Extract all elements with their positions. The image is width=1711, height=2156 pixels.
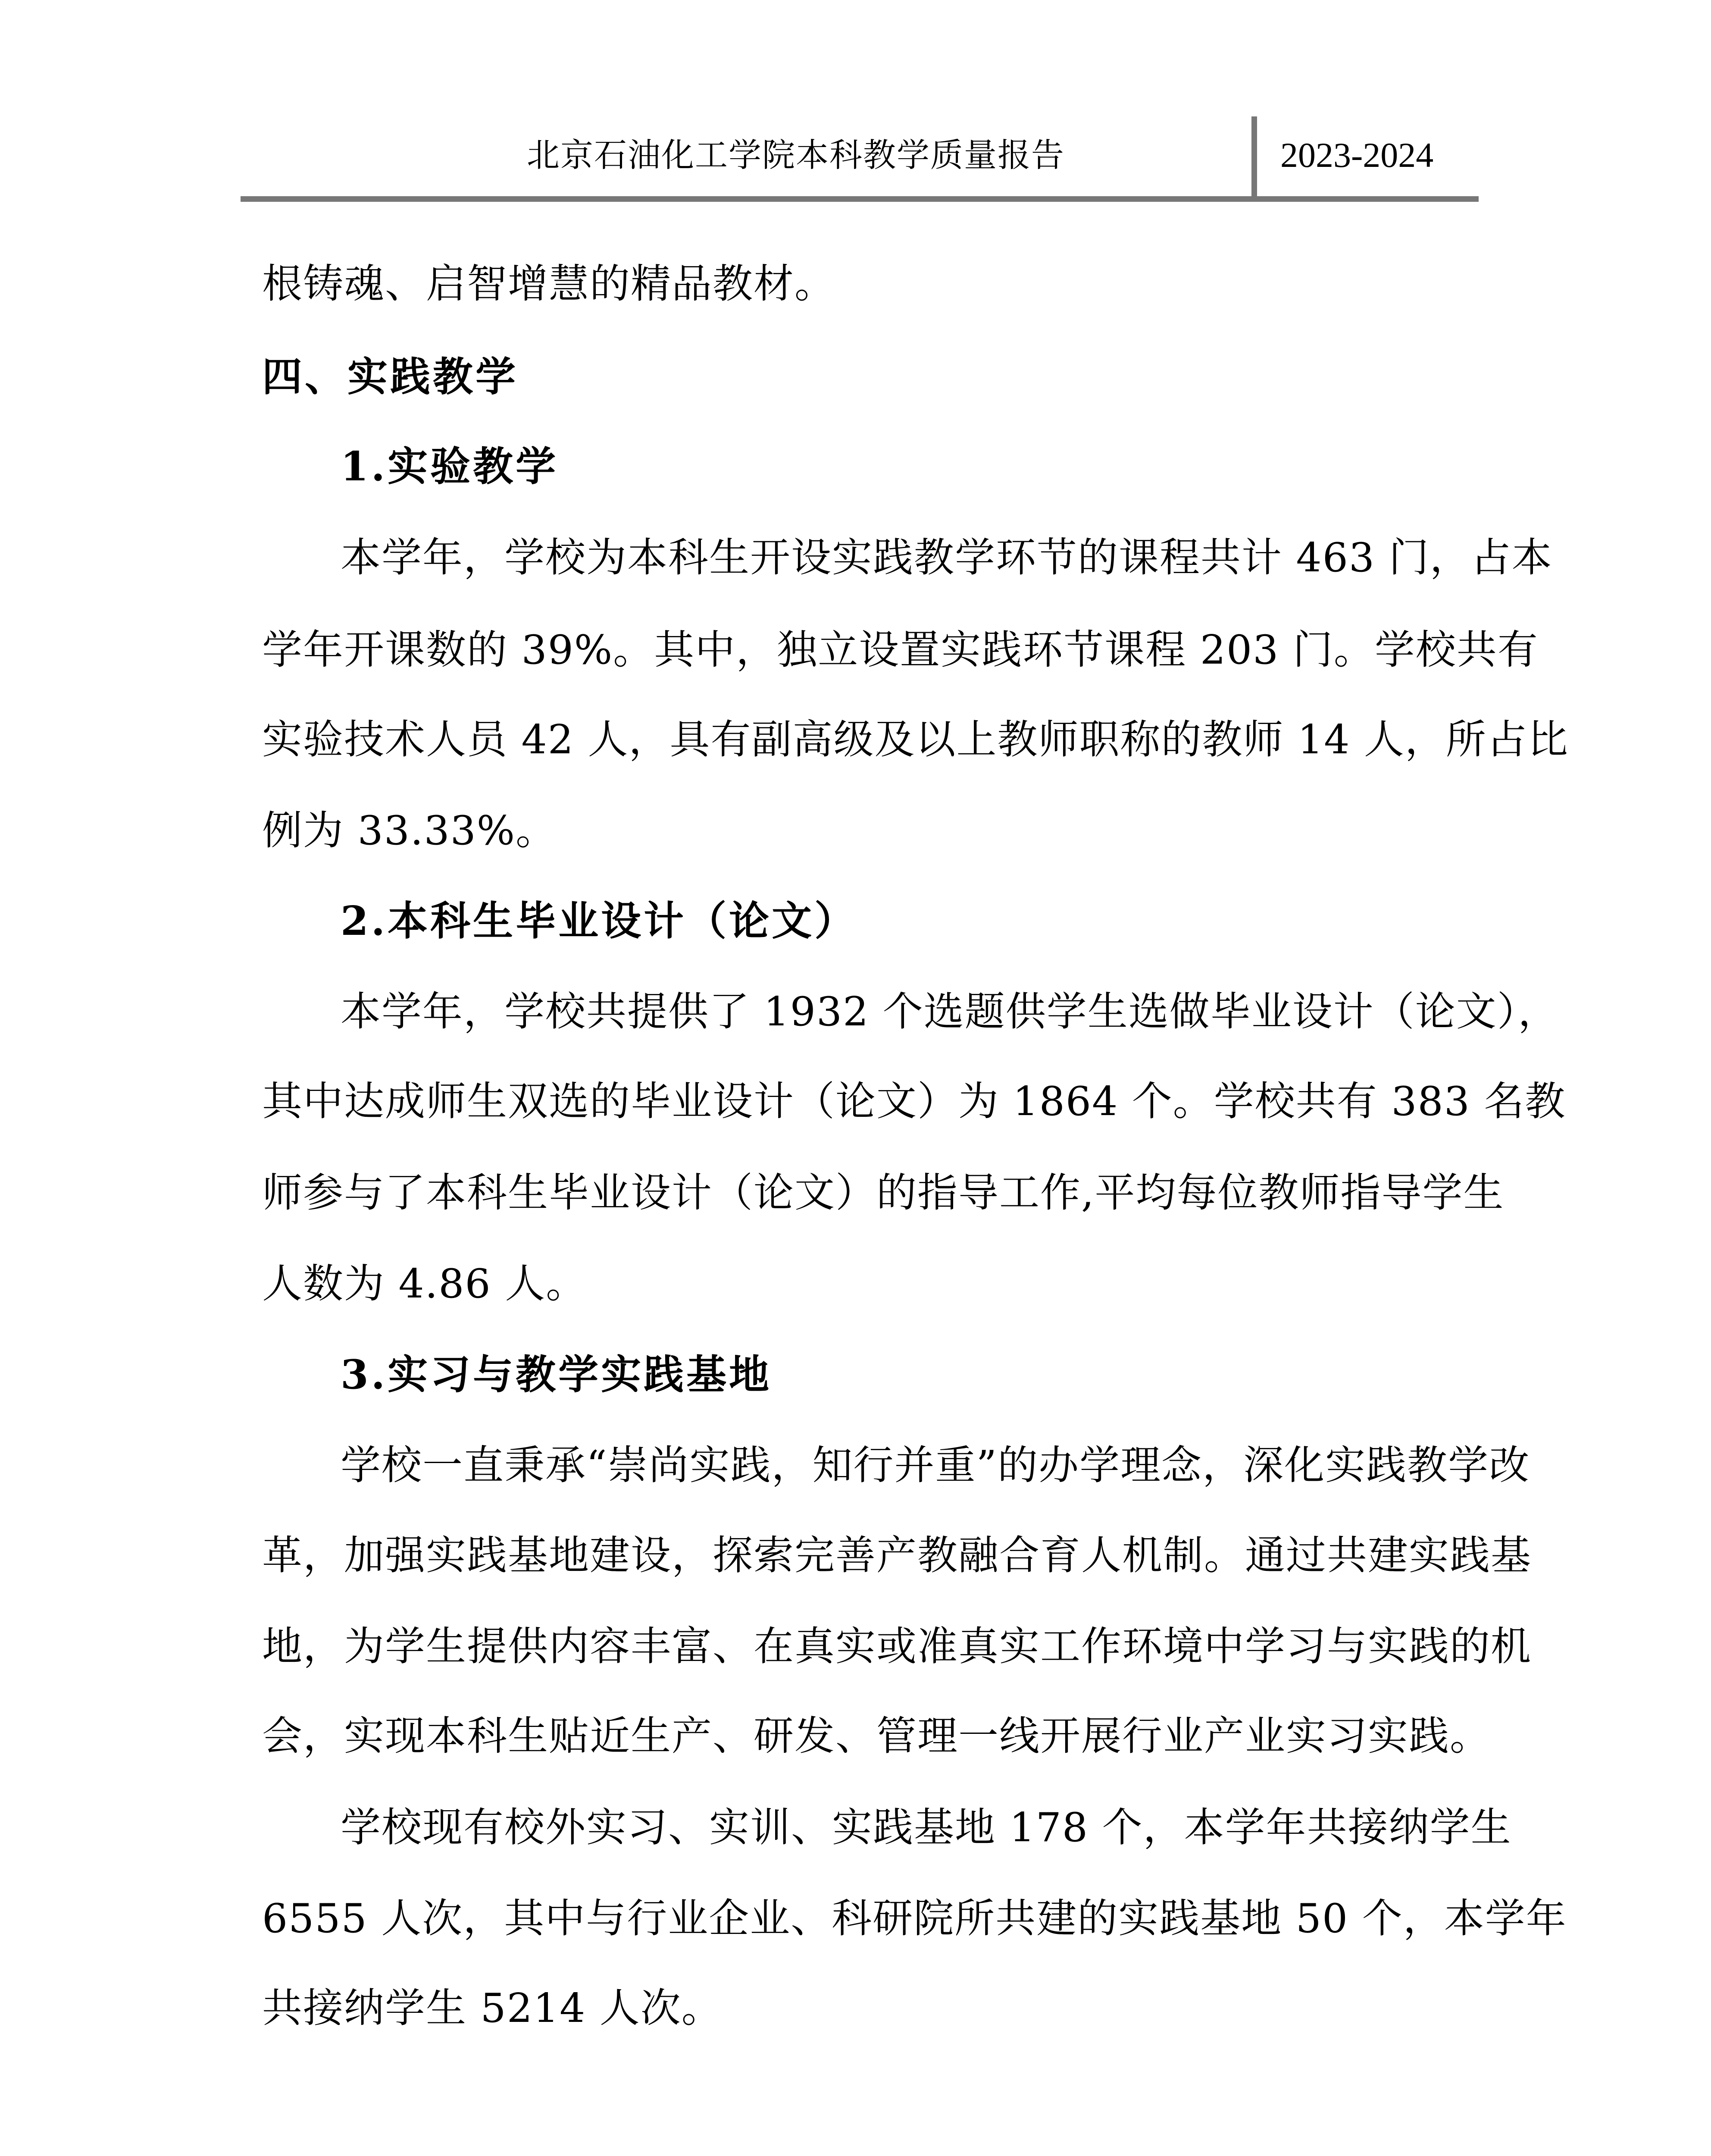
paragraph-line: 共接纳学生 5214 人次。 <box>262 1985 723 2031</box>
paragraph-line: 人数为 4.86 人。 <box>262 1260 587 1307</box>
header-year: 2023-2024 <box>1280 135 1434 175</box>
paragraph-line: 革，加强实践基地建设，探索完善产教融合育人机制。通过共建实践基 <box>262 1532 1532 1579</box>
section-heading: 四、实践教学 <box>262 353 518 400</box>
paragraph-line: 根铸魂、启智增慧的精品教材。 <box>262 260 835 307</box>
paragraph-line: 本学年，学校共提供了 1932 个选题供学生选做毕业设计（论文）， <box>341 988 1559 1035</box>
paragraph-line: 学校现有校外实习、实训、实践基地 178 个，本学年共接纳学生 <box>341 1804 1512 1851</box>
header-title: 北京石油化工学院本科教学质量报告 <box>527 136 1065 174</box>
paragraph-line: 师参与了本科生毕业设计（论文）的指导工作,平均每位教师指导学生 <box>262 1169 1505 1216</box>
paragraph-line: 学校一直秉承“崇尚实践，知行并重”的办学理念，深化实践教学改 <box>341 1442 1530 1489</box>
paragraph-line: 学年开课数的 39%。其中，独立设置实践环节课程 203 门。学校共有 <box>262 627 1539 673</box>
subsection-heading: 1.实验教学 <box>341 443 559 490</box>
paragraph-line: 会，实现本科生贴近生产、研发、管理一线开展行业产业实习实践。 <box>262 1713 1491 1759</box>
document-body <box>262 0 1569 2156</box>
subsection-heading: 3.实习与教学实践基地 <box>341 1351 772 1398</box>
paragraph-line: 其中达成师生双选的毕业设计（论文）为 1864 个。学校共有 383 名教 <box>262 1078 1566 1125</box>
paragraph-line: 例为 33.33%。 <box>262 807 557 854</box>
subsection-heading: 2.本科生毕业设计（论文） <box>341 897 857 944</box>
paragraph-line: 地，为学生提供内容丰富、在真实或准真实工作环境中学习与实践的机 <box>262 1623 1532 1670</box>
paragraph-line: 本学年，学校为本科生开设实践教学环节的课程共计 463 门，占本 <box>341 534 1553 581</box>
paragraph-line: 实验技术人员 42 人，具有副高级及以上教师职称的教师 14 人，所占比 <box>262 716 1569 763</box>
paragraph-line: 6555 人次，其中与行业企业、科研院所共建的实践基地 50 个，本学年 <box>262 1895 1567 1942</box>
